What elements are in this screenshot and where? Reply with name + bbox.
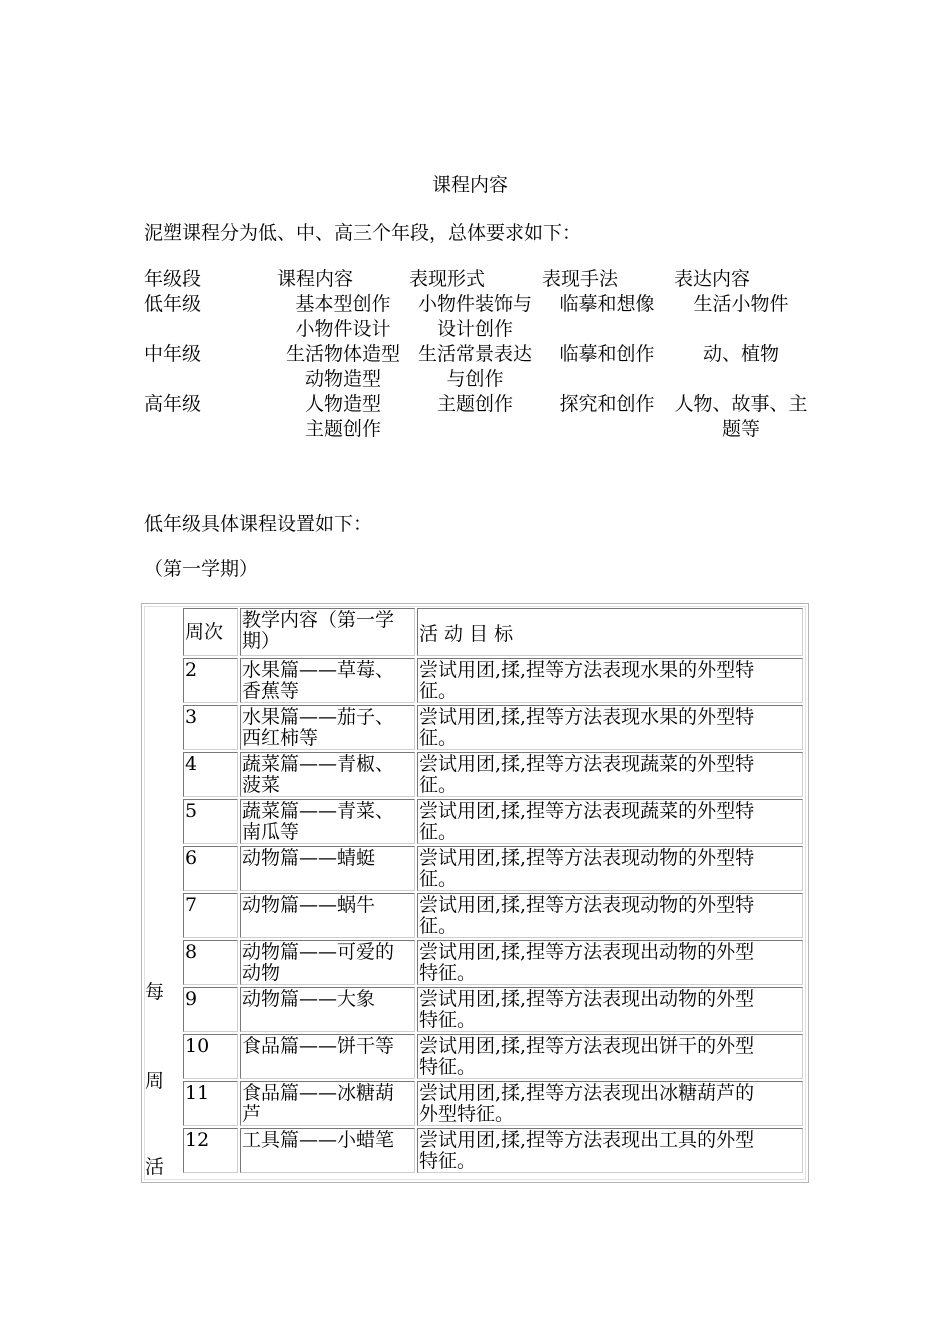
overview-row-content: 人物造型 主题创作 [304,393,381,440]
header-content: 教学内容（第一学 期） [240,608,415,656]
intro-text: 泥塑课程分为低、中、高三个年段，总体要求如下： [144,222,582,244]
table-row [183,799,803,844]
goal-cell: 尝试用团,揉,捏等方法表现动物的外型特 征。 [417,893,803,938]
week-cell: 4 [183,752,238,797]
table-row [183,1128,803,1173]
week-cell: 5 [183,799,238,844]
content-cell: 动物篇——蜻蜓 [240,846,415,891]
overview-row-grade: 中年级 [144,343,202,365]
goal-cell: 尝试用团,揉,捏等方法表现出动物的外型 特征。 [417,987,803,1032]
schedule-table [181,606,805,1175]
goal-cell: 尝试用团,揉,捏等方法表现水果的外型特 征。 [417,658,803,703]
overview-row-method: 探究和创作 [559,393,655,415]
overview-row-content: 生活物体造型 动物造型 [285,343,400,390]
goal-cell: 尝试用团,揉,捏等方法表现出工具的外型 特征。 [417,1128,803,1173]
week-cell: 10 [183,1034,238,1079]
overview-row-grade: 高年级 [144,393,202,415]
week-cell: 6 [183,846,238,891]
table-row [183,893,803,938]
content-cell: 动物篇——可爱的 动物 [240,940,415,985]
content-cell: 水果篇——茄子、 西红柿等 [240,705,415,750]
goal-cell: 尝试用团,揉,捏等方法表现出动物的外型 特征。 [417,940,803,985]
overview-header-expression: 表达内容 [674,268,751,290]
week-cell: 12 [183,1128,238,1173]
overview-row-method: 临摹和创作 [559,343,655,365]
goal-cell: 尝试用团,揉,捏等方法表现水果的外型特 征。 [417,705,803,750]
content-cell: 蔬菜篇——青菜、 南瓜等 [240,799,415,844]
overview-header-method: 表现手法 [542,268,619,290]
table-row [183,1034,803,1079]
content-cell: 动物篇——大象 [240,987,415,1032]
table-row [183,940,803,985]
overview-row-expression: 动、植物 [702,343,779,365]
week-cell: 9 [183,987,238,1032]
side-label-char: 每 [145,981,165,1003]
week-cell: 2 [183,658,238,703]
overview-row-grade: 低年级 [144,293,202,315]
header-goal: 活 动 目 标 [417,608,803,656]
goal-cell: 尝试用团,揉,捏等方法表现出饼干的外型 特征。 [417,1034,803,1079]
overview-row-form: 主题创作 [436,393,513,415]
content-cell: 工具篇——小蜡笔 [240,1128,415,1173]
overview-row-content: 基本型创作 小物件设计 [295,293,391,340]
section-heading: 低年级具体课程设置如下： [144,513,373,535]
semester-label: （第一学期） [144,558,259,580]
overview-row-form: 生活常景表达 与创作 [417,343,532,390]
content-cell: 食品篇——冰糖葫 芦 [240,1081,415,1126]
goal-cell: 尝试用团,揉,捏等方法表现动物的外型特 征。 [417,846,803,891]
goal-cell: 尝试用团,揉,捏等方法表现蔬菜的外型特 征。 [417,752,803,797]
overview-row-expression: 生活小物件 [693,293,789,315]
side-label-char: 周 [145,1070,165,1092]
overview-header-content: 课程内容 [277,268,354,290]
week-cell: 8 [183,940,238,985]
table-header-row [183,608,803,656]
week-cell: 11 [183,1081,238,1126]
table-row [183,658,803,703]
content-cell: 动物篇——蜗牛 [240,893,415,938]
page-title: 课程内容 [432,174,509,196]
overview-row-form: 小物件装饰与 设计创作 [417,293,532,340]
week-cell: 7 [183,893,238,938]
overview-row-expression: 人物、故事、主 题等 [674,393,808,440]
goal-cell: 尝试用团,揉,捏等方法表现蔬菜的外型特 征。 [417,799,803,844]
header-week: 周次 [183,608,238,656]
overview-row-method: 临摹和想像 [559,293,655,315]
content-cell: 水果篇——草莓、 香蕉等 [240,658,415,703]
table-row [183,1081,803,1126]
overview-header-form: 表现形式 [409,268,486,290]
content-cell: 蔬菜篇——青椒、 菠菜 [240,752,415,797]
table-row [183,846,803,891]
table-row [183,987,803,1032]
side-label-char: 活 [145,1156,165,1178]
table-row [183,705,803,750]
goal-cell: 尝试用团,揉,捏等方法表现出冰糖葫芦的 外型特征。 [417,1081,803,1126]
table-row [183,752,803,797]
overview-header-grade: 年级段 [144,268,202,290]
content-cell: 食品篇——饼干等 [240,1034,415,1079]
week-cell: 3 [183,705,238,750]
